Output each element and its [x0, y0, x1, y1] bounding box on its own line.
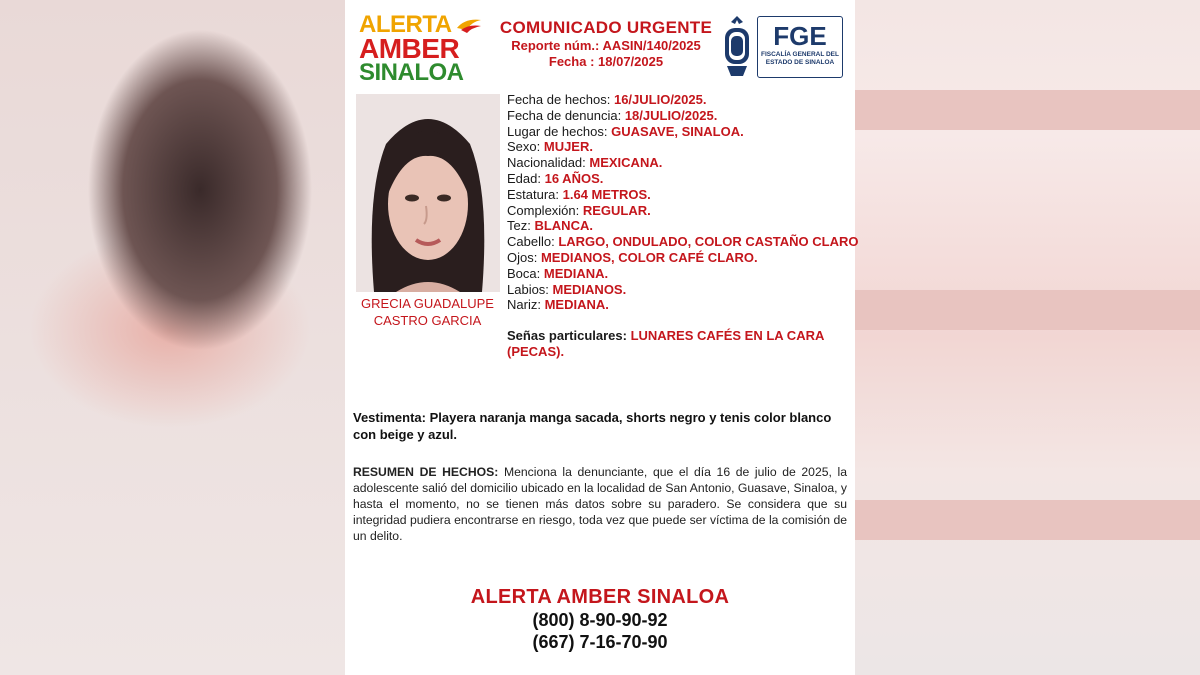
- summary-text: Menciona la denunciante, que el día 16 de julio de 2025, la adolescente salió del domicilio ubicado en la localidad de San Antonio, Guasave, Sinaloa, y hasta el momento, no se tienen más datos sobre su paradero. Se considera que su integridad pudiera encontrarse en riesgo, toda vez que puede ser víctima de la comisión de un delito.: [353, 465, 847, 543]
- logo-line-alerta: ALERTA: [359, 11, 452, 38]
- report-date: Fecha : 18/07/2025: [548, 54, 664, 69]
- blurred-background-left: [0, 0, 345, 675]
- detail-row: Labios: MEDIANOS.: [507, 281, 627, 297]
- distinguishing-marks: [507, 328, 837, 360]
- detail-row: Sexo: MUJER.: [507, 139, 593, 155]
- person-name-line1: GRECIA GUADALUPE: [361, 296, 494, 311]
- missing-person-photo: [356, 94, 500, 292]
- detail-row: Cabello: LARGO, ONDULADO, COLOR CASTAÑO CLARO: [507, 234, 859, 250]
- fge-name-line2: ESTADO DE SINALOA: [765, 59, 835, 66]
- senas-value: LUNARES CAFÉS EN LA CARA (PECAS).: [507, 328, 824, 359]
- report-number: Reporte núm.: AASIN/140/2025: [511, 38, 701, 53]
- summary-label: RESUMEN DE HECHOS:: [353, 465, 499, 479]
- state-seal-icon: [721, 14, 753, 80]
- logo-line-amber: AMBER: [359, 33, 460, 64]
- detail-row: Nacionalidad: MEXICANA.: [507, 155, 663, 171]
- page-title: COMUNICADO URGENTE: [499, 18, 713, 37]
- details-list: [507, 92, 859, 313]
- alerta-amber-logo: [359, 11, 481, 88]
- senas-label: Señas particulares:: [507, 328, 631, 343]
- detail-row: Fecha de denuncia: 18/JULIO/2025.: [507, 107, 718, 123]
- detail-row: Fecha de hechos: 16/JULIO/2025.: [507, 92, 707, 107]
- detail-row: Estatura: 1.64 METROS.: [507, 186, 651, 202]
- detail-row: Nariz: MEDIANA.: [507, 297, 609, 313]
- detail-row: Edad: 16 AÑOS.: [507, 170, 604, 186]
- detail-row: Tez: BLANCA.: [507, 218, 593, 234]
- contact-footer: [345, 585, 855, 653]
- detail-row: Complexión: REGULAR.: [507, 202, 651, 218]
- summary-of-events: [353, 464, 847, 544]
- phone-number-2: (667) 7-16-70-90: [532, 632, 668, 652]
- alert-poster: [345, 0, 859, 675]
- bird-icon: [455, 16, 483, 34]
- fge-logo: [757, 16, 843, 78]
- footer-title: ALERTA AMBER SINALOA: [470, 586, 730, 608]
- logo-line-sinaloa: SINALOA: [359, 59, 464, 86]
- header-info: [495, 18, 717, 70]
- phone-number-1: (800) 8-90-90-92: [532, 610, 668, 630]
- blurred-background-right: [855, 0, 1200, 675]
- clothing-description: Vestimenta: Playera naranja manga sacada, shorts negro y tenis color blanco con beige y azul.: [353, 410, 832, 442]
- person-name-line2: CASTRO GARCIA: [373, 313, 482, 328]
- fge-name-line1: FISCALÍA GENERAL DEL: [760, 51, 839, 58]
- fge-abbr: FGE: [773, 21, 827, 51]
- detail-row: Boca: MEDIANA.: [507, 265, 609, 281]
- detail-row: Lugar de hechos: GUASAVE, SINALOA.: [507, 123, 744, 139]
- person-name: [345, 295, 510, 329]
- detail-row: Ojos: MEDIANOS, COLOR CAFÉ CLARO.: [507, 249, 758, 265]
